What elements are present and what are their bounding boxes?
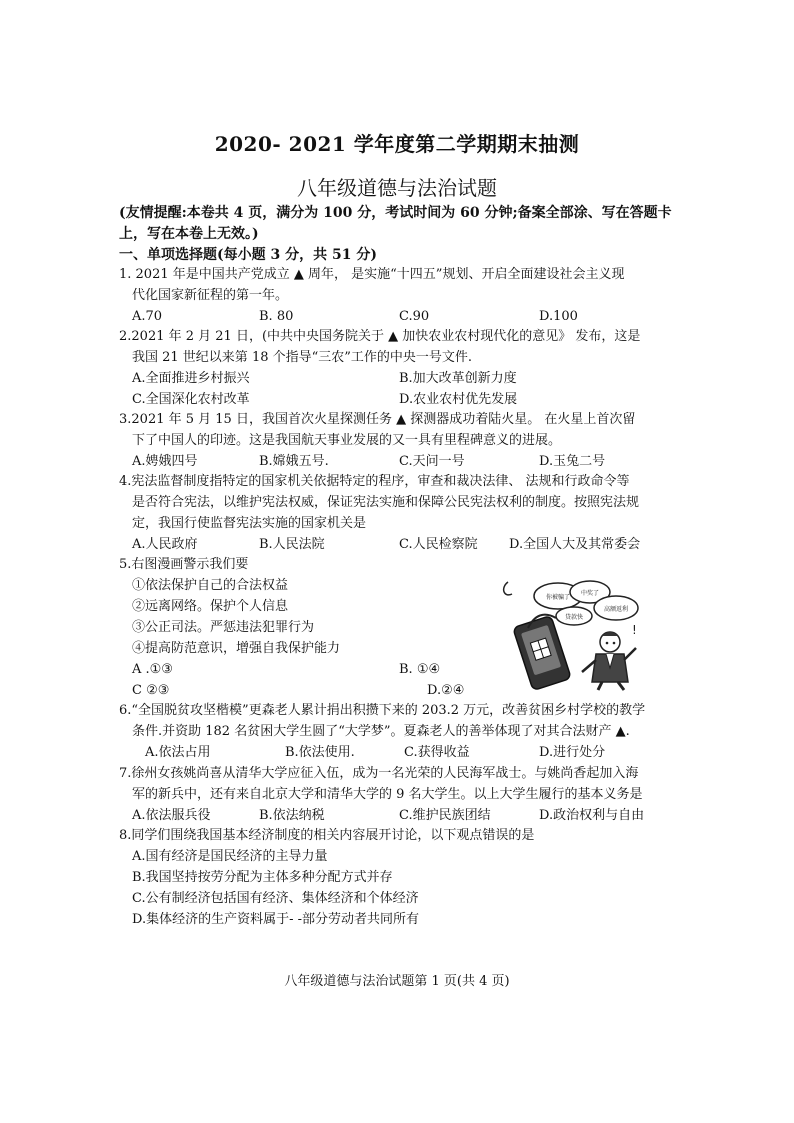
question-7 <box>119 763 679 826</box>
option-a[interactable]: A.依法占用 <box>145 745 211 760</box>
bubble-text: 高额返利 <box>603 606 629 613</box>
question-stem-line: 下了中国人的印迹。这是我国航天事业发展的又一具有里程碑意义的进展。 <box>132 433 562 448</box>
options-list <box>119 846 679 930</box>
exam-subtitle: 八年级道德与法治试题 <box>297 176 497 200</box>
option-c[interactable]: C.维护民族团结 <box>399 808 491 823</box>
options-row <box>119 805 679 826</box>
options-row <box>119 389 679 410</box>
option-d[interactable]: D.集体经济的生产资料属于- -部分劳动者共同所有 <box>132 912 420 927</box>
question-stem-line: 条件.并资助 182 名贫困大学生圆了“大学梦”。夏森老人的善举体现了对其合法财产 ▲. <box>132 724 630 739</box>
option-b[interactable]: B.依法纳税 <box>259 808 325 823</box>
options-row <box>119 451 679 472</box>
option-c[interactable]: C.人民检察院 <box>399 537 478 552</box>
question-stem-line: 8.同学们围绕我国基本经济制度的相关内容展开讨论，以下观点错误的是 <box>119 828 535 843</box>
question-stem-line: 7.徐州女孩姚尚喜从清华大学应征入伍，成为一名光荣的人民海军战士。与姚尚香起加入海 <box>119 766 639 781</box>
option-d[interactable]: D.②④ <box>427 683 465 698</box>
question-stem-line: 我国 21 世纪以来第 18 个指导“三农”工作的中央一号文件. <box>132 350 473 365</box>
option-c[interactable]: C.全国深化农村改革 <box>132 392 250 407</box>
question-3 <box>119 409 679 472</box>
question-8 <box>119 825 679 930</box>
question-2 <box>119 326 679 410</box>
cartoon-illustration <box>498 578 648 692</box>
section-title: 一、单项选择题(每小题 3 分，共 51 分) <box>119 247 377 263</box>
statement-item: ③公正司法。严惩违法犯罪行为 <box>132 620 315 635</box>
option-a[interactable]: A.70 <box>132 309 163 324</box>
question-6 <box>119 700 679 763</box>
person-icon <box>582 623 637 690</box>
option-b[interactable]: B.我国坚持按劳分配为主体多种分配方式并存 <box>132 870 393 885</box>
option-c[interactable]: C.获得收益 <box>404 745 470 760</box>
question-stem-line: 5.右图漫画警示我们要 <box>119 557 249 572</box>
options-row <box>119 742 679 763</box>
option-a[interactable]: A.国有经济是国民经济的主导力量 <box>132 849 328 864</box>
question-stem-line: 是否符合宪法，以维护宪法权威，保证宪法实施和保障公民宪法权利的制度。按照宪法规 <box>132 495 640 510</box>
question-stem-line: 定，我国行使监督宪法实施的国家机关是 <box>132 516 367 531</box>
question-stem-line: 代化国家新征程的第一年。 <box>132 288 289 303</box>
option-d[interactable]: D.100 <box>539 309 578 324</box>
question-stem-line: 3.2021 年 5 月 15 日，我国首次火星探测任务 ▲ 探测器成功着陆火星。 在火星上首次留 <box>119 412 636 427</box>
bubble-text: 中奖了 <box>580 590 600 597</box>
question-stem-line: 2.2021 年 2 月 21 日，(中共中央国务院关于 ▲ 加快农业农村现代化的意见》 发布，这是 <box>119 329 641 344</box>
bubble-text: 贷款快 <box>564 614 584 621</box>
option-b[interactable]: B.嫦娥五号. <box>259 454 329 469</box>
question-stem-line: 4.宪法监督制度指特定的国家机关依据特定的程序，审查和裁决法律、 法规和行政命令等 <box>119 474 630 489</box>
option-c[interactable]: C.90 <box>399 309 430 324</box>
exam-title: 2020- 2021 学年度第二学期期末抽测 <box>214 132 580 156</box>
bubble-text: 你被骗了 <box>545 594 571 601</box>
option-d[interactable]: D.全国人大及其常委会 <box>509 537 641 552</box>
options-row <box>119 368 679 389</box>
options-row <box>119 534 679 555</box>
option-a[interactable]: A.人民政府 <box>132 537 198 552</box>
options-row <box>119 306 679 327</box>
option-b[interactable]: B.依法使用. <box>285 745 355 760</box>
option-a[interactable]: A.全面推进乡村振兴 <box>132 371 250 386</box>
notice-text: (友情提醒:本卷共 4 页，满分为 100 分，考试时间为 60 分钟;备案全部涂、写在答题卡上，写在本卷上无效。) <box>119 205 672 242</box>
option-d[interactable]: D.进行处分 <box>539 745 606 760</box>
option-a[interactable]: A.娉娥四号 <box>132 454 198 469</box>
page-footer: 八年级道德与法治试题第 1 页(共 4 页) <box>284 974 510 989</box>
question-4 <box>119 471 679 555</box>
option-c[interactable]: C ②③ <box>132 683 170 698</box>
question-stem-line: 军的新兵中，还有来自北京大学和清华大学的 9 名大学生。以上大学生履行的基本义务是 <box>132 787 643 802</box>
option-d[interactable]: D.政治权利与自由 <box>539 808 645 823</box>
option-a[interactable]: A.依法服兵役 <box>132 808 211 823</box>
option-c[interactable]: C.天问一号 <box>399 454 465 469</box>
svg-text:!: ! <box>632 623 637 637</box>
option-d[interactable]: D.农业农村优先发展 <box>399 392 518 407</box>
statement-item: ①依法保护自己的合法权益 <box>132 578 289 593</box>
option-b[interactable]: B. 80 <box>259 309 294 324</box>
option-c[interactable]: C.公有制经济包括国有经济、集体经济和个体经济 <box>132 891 419 906</box>
question-stem-line: 1. 2021 年是中国共产党成立 ▲ 周年， 是实施“十四五”规划、开启全面建设社会主义现 <box>119 267 625 282</box>
statement-item: ④提高防范意识，增强自我保护能力 <box>132 641 341 656</box>
question-stem-line: 6.“全国脱贫攻坚楷模”更森老人累计捐出积攒下来的 203.2 万元，改善贫困乡村学校的教学 <box>119 703 646 718</box>
option-a[interactable]: A .①③ <box>132 662 173 677</box>
question-1 <box>119 264 679 327</box>
option-b[interactable]: B.人民法院 <box>259 537 325 552</box>
option-b[interactable]: B. ①④ <box>399 662 441 677</box>
option-b[interactable]: B.加大改革创新力度 <box>399 371 517 386</box>
option-d[interactable]: D.玉兔二号 <box>539 454 606 469</box>
statement-item: ②远离网络。保护个人信息 <box>132 599 289 614</box>
